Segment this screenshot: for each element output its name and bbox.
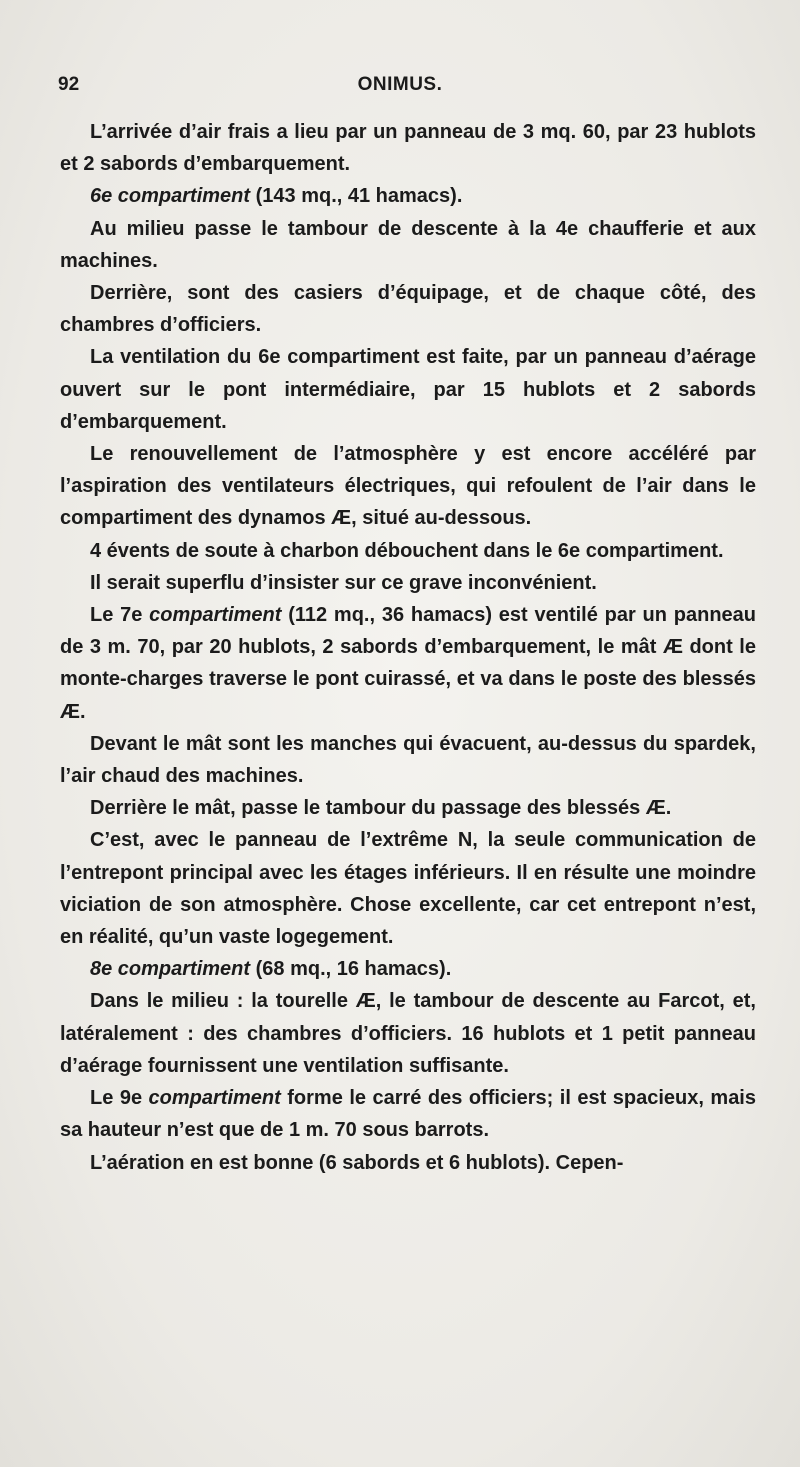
paragraph: 4 évents de soute à charbon débouchent dans le 6e compartiment. <box>90 539 724 562</box>
section-lead: compartiment <box>148 1087 281 1110</box>
paragraph: Dans le milieu : la tourelle Æ, le tambour de descente au Farcot, et, latéralement : des chambres d’officiers. 16 hublots et 1 petit panneau d’aérage fournissent une ventilation suffisante. <box>60 990 756 1077</box>
page-number: 92 <box>58 74 80 95</box>
paragraph: Devant le mât sont les manches qui évacuent, au-dessus du spardek, l’air chaud des machines. <box>60 732 756 788</box>
paragraph: L’aération en est bonne (6 sabords et 6 hublots). Cepen- <box>90 1151 624 1174</box>
paragraph: C’est, avec le panneau de l’extrême N, la seule communication de l’entrepont principal avec les étages inférieurs. Il en résulte une moindre viciation de son atmosphère. Chose excellente, car cet entrepont n’est, en réalité, qu’un vaste logegement. <box>60 829 756 949</box>
page-header <box>58 74 742 104</box>
paragraph: Au milieu passe le tambour de descente à la 4e chaufferie et aux machines. <box>60 217 756 272</box>
paragraph: La ventilation du 6e compartiment est faite, par un panneau d’aérage ouvert sur le pont intermédiaire, par 15 hublots et 2 sabords d’embarquement. <box>60 346 756 433</box>
paragraph: Il serait superflu d’insister sur ce grave inconvénient. <box>90 571 597 594</box>
paragraph: 6e compartiment (143 mq., 41 hamacs). <box>90 185 463 208</box>
paragraph: Le 7e compartiment (112 mq., 36 hamacs) est ventilé par un panneau de 3 m. 70, par 20 hublots, 2 sabords d’embarquement, le mât Æ dont le monte-charges traverse le pont cuirassé, et va dans le poste des blessés Æ. <box>60 604 756 723</box>
section-lead: 6e compartiment <box>90 185 251 208</box>
running-title: ONIMUS. <box>357 74 443 95</box>
section-lead: compartiment <box>149 604 282 627</box>
section-lead: 8e compartiment <box>90 958 251 981</box>
paragraph: Le renouvellement de l’atmosphère y est encore accéléré par l’aspiration des ventilateurs électriques, qui refoulent de l’air dans le compartiment des dynamos Æ, situé au-dessous. <box>60 443 756 530</box>
paragraph: Le 9e compartiment forme le carré des officiers; il est spacieux, mais sa hauteur n’est que de 1 m. 70 sous barrots. <box>60 1087 756 1142</box>
paragraph: L’arrivée d’air frais a lieu par un panneau de 3 mq. 60, par 23 hublots et 2 sabords d’embarquement. <box>60 121 756 176</box>
paragraph: Derrière, sont des casiers d’équipage, et de chaque côté, des chambres d’officiers. <box>60 282 756 337</box>
page-body <box>60 116 756 1179</box>
paragraph: 8e compartiment (68 mq., 16 hamacs). <box>90 958 452 981</box>
paragraph: Derrière le mât, passe le tambour du passage des blessés Æ. <box>90 797 672 820</box>
